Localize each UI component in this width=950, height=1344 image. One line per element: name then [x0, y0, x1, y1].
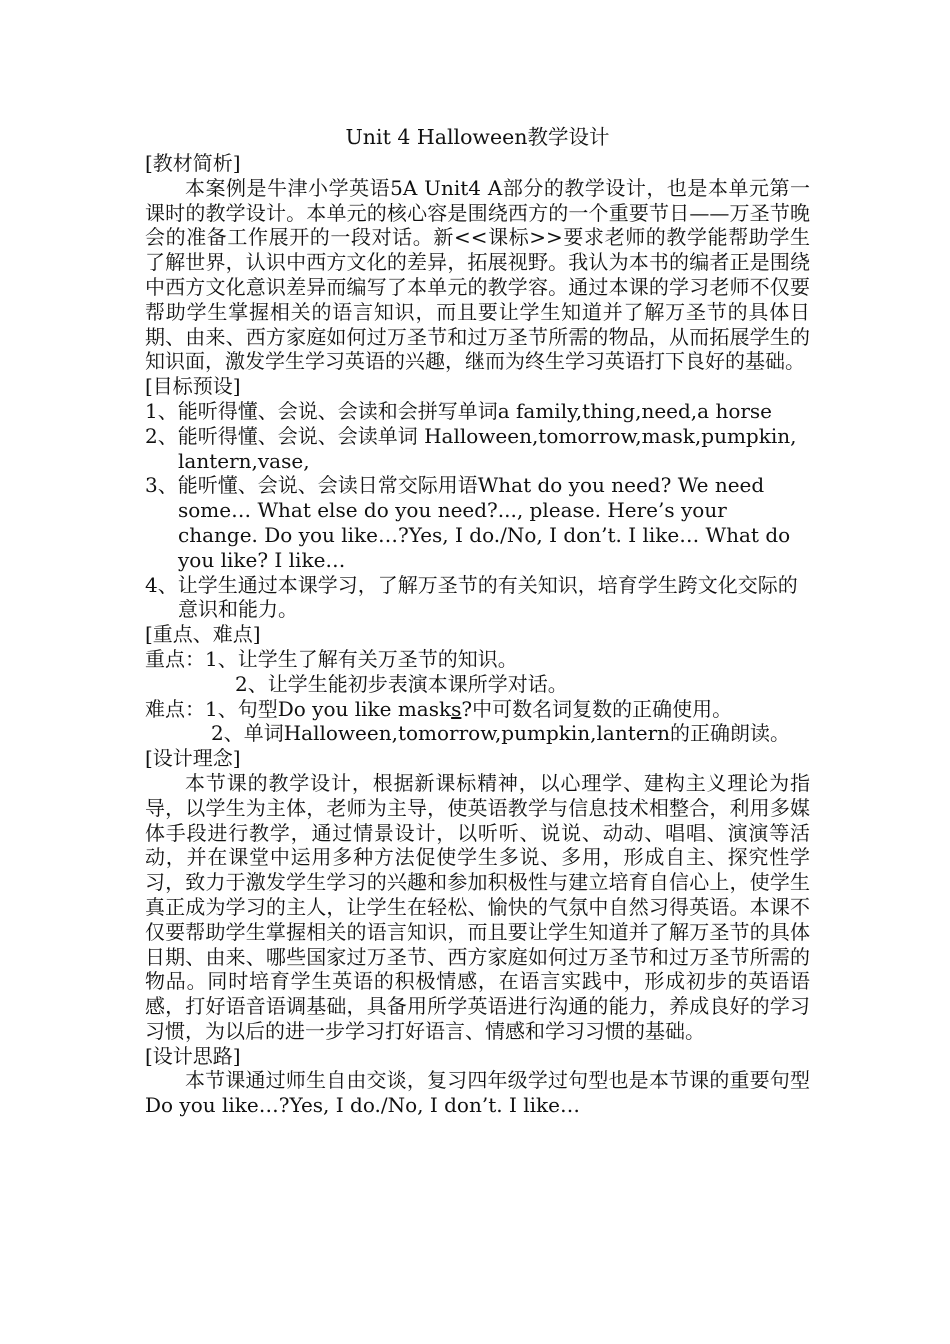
section-heading-concept: [设计理念] — [145, 746, 241, 771]
section-heading-approach: [设计思路] — [145, 1043, 241, 1068]
section-heading-key: [重点、难点] — [145, 622, 261, 647]
document-page — [145, 123, 810, 1118]
intro-paragraph: 本案例是牛津小学英语5A Unit4 A部分的教学设计，也是本单元第一课时的教学设计。本单元的核心容是围绕西方的一个重要节日——万圣节晚会的准备工作展开的一段对话。新<<课标>>要求老师的教学能帮助学生了解世界，认识中西方文化的差异，拓展视野。我认为本书的编者正是围绕中西方文化意识差异而编写了本单元的教学容。通过本课的学习老师不仅要帮助学生掌握相关的语言知识，而且要让学生知道并了解万圣节的具体日期、由来、西方家庭如何过万圣节和过万圣节所需的物品，从而拓展学生的知识面，激发学生学习英语的兴趣，继而为终生学习英语打下良好的基础。 — [145, 175, 810, 374]
goal-item-4: 4、让学生通过本课学习，了解万圣节的有关知识，培育学生跨文化交际的意识和能力。 — [145, 572, 798, 622]
difficult-point-1 — [145, 697, 810, 722]
goal-item-1: 1、能听得懂、会说、会读和会拼写单词a family,thing,need,a horse — [145, 398, 773, 423]
section-heading-goals: [目标预设] — [145, 374, 241, 399]
approach-paragraph: 本节课通过师生自由交谈，复习四年级学过句型也是本节课的重要句型Do you like…?Yes, I do./No, I don’t. I like… — [145, 1068, 810, 1118]
difficult-point-1-underlined: s — [451, 696, 462, 721]
key-point-2: 2、让学生能初步表演本课所学对话。 — [235, 671, 568, 696]
difficult-point-1-text: 难点：1、句型Do you like mask — [145, 696, 452, 721]
document-title: Unit 4 Halloween教学设计 — [345, 125, 610, 149]
section-heading-intro: [教材简析] — [145, 151, 241, 175]
difficult-point-1-tail: ?中可数名词复数的正确使用。 — [461, 696, 733, 721]
concept-paragraph: 本节课的教学设计，根据新课标精神，以心理学、建构主义理论为指导，以学生为主体，老师为主导，使英语教学与信息技术相整合，利用多媒体手段进行教学，通过情景设计，以听听、说说、动动、唱唱、演演等活动，并在课堂中运用多种方法促使学生多说、多用，形成自主、探究性学习，致力于激发学生学习的兴趣和参加积极性与建立培育自信心上，使学生真正成为学习的主人，让学生在轻松、愉快的气氛中自然习得英语。本课不仅要帮助学生掌握相关的语言知识，而且要让学生知道并了解万圣节的具体日期、由来、哪些国家过万圣节、西方家庭如何过万圣节和过万圣节所需的物品。同时培育学生英语的积极情感，在语言实践中，形成初步的英语语感，打好语音语调基础，具备用所学英语进行沟通的能力，养成良好的学习习惯，为以后的进一步学习打好语言、情感和学习习惯的基础。 — [145, 770, 810, 1043]
key-point-1: 重点：1、让学生了解有关万圣节的知识。 — [145, 646, 518, 671]
goal-item-3: 3、能听懂、会说、会读日常交际用语What do you need? We need some… What else do you need?..., please. Here’s your change. Do you like…?Yes, I do./No, I don’t. I like… What do you like? I like… — [145, 473, 791, 572]
goal-item-2: 2、能听得懂、会说、会读单词 Halloween,tomorrow,mask,pumpkin, lantern,vase, — [145, 423, 797, 473]
difficult-point-2: 2、单词Halloween,tomorrow,pumpkin,lantern的正确朗读。 — [211, 721, 791, 746]
